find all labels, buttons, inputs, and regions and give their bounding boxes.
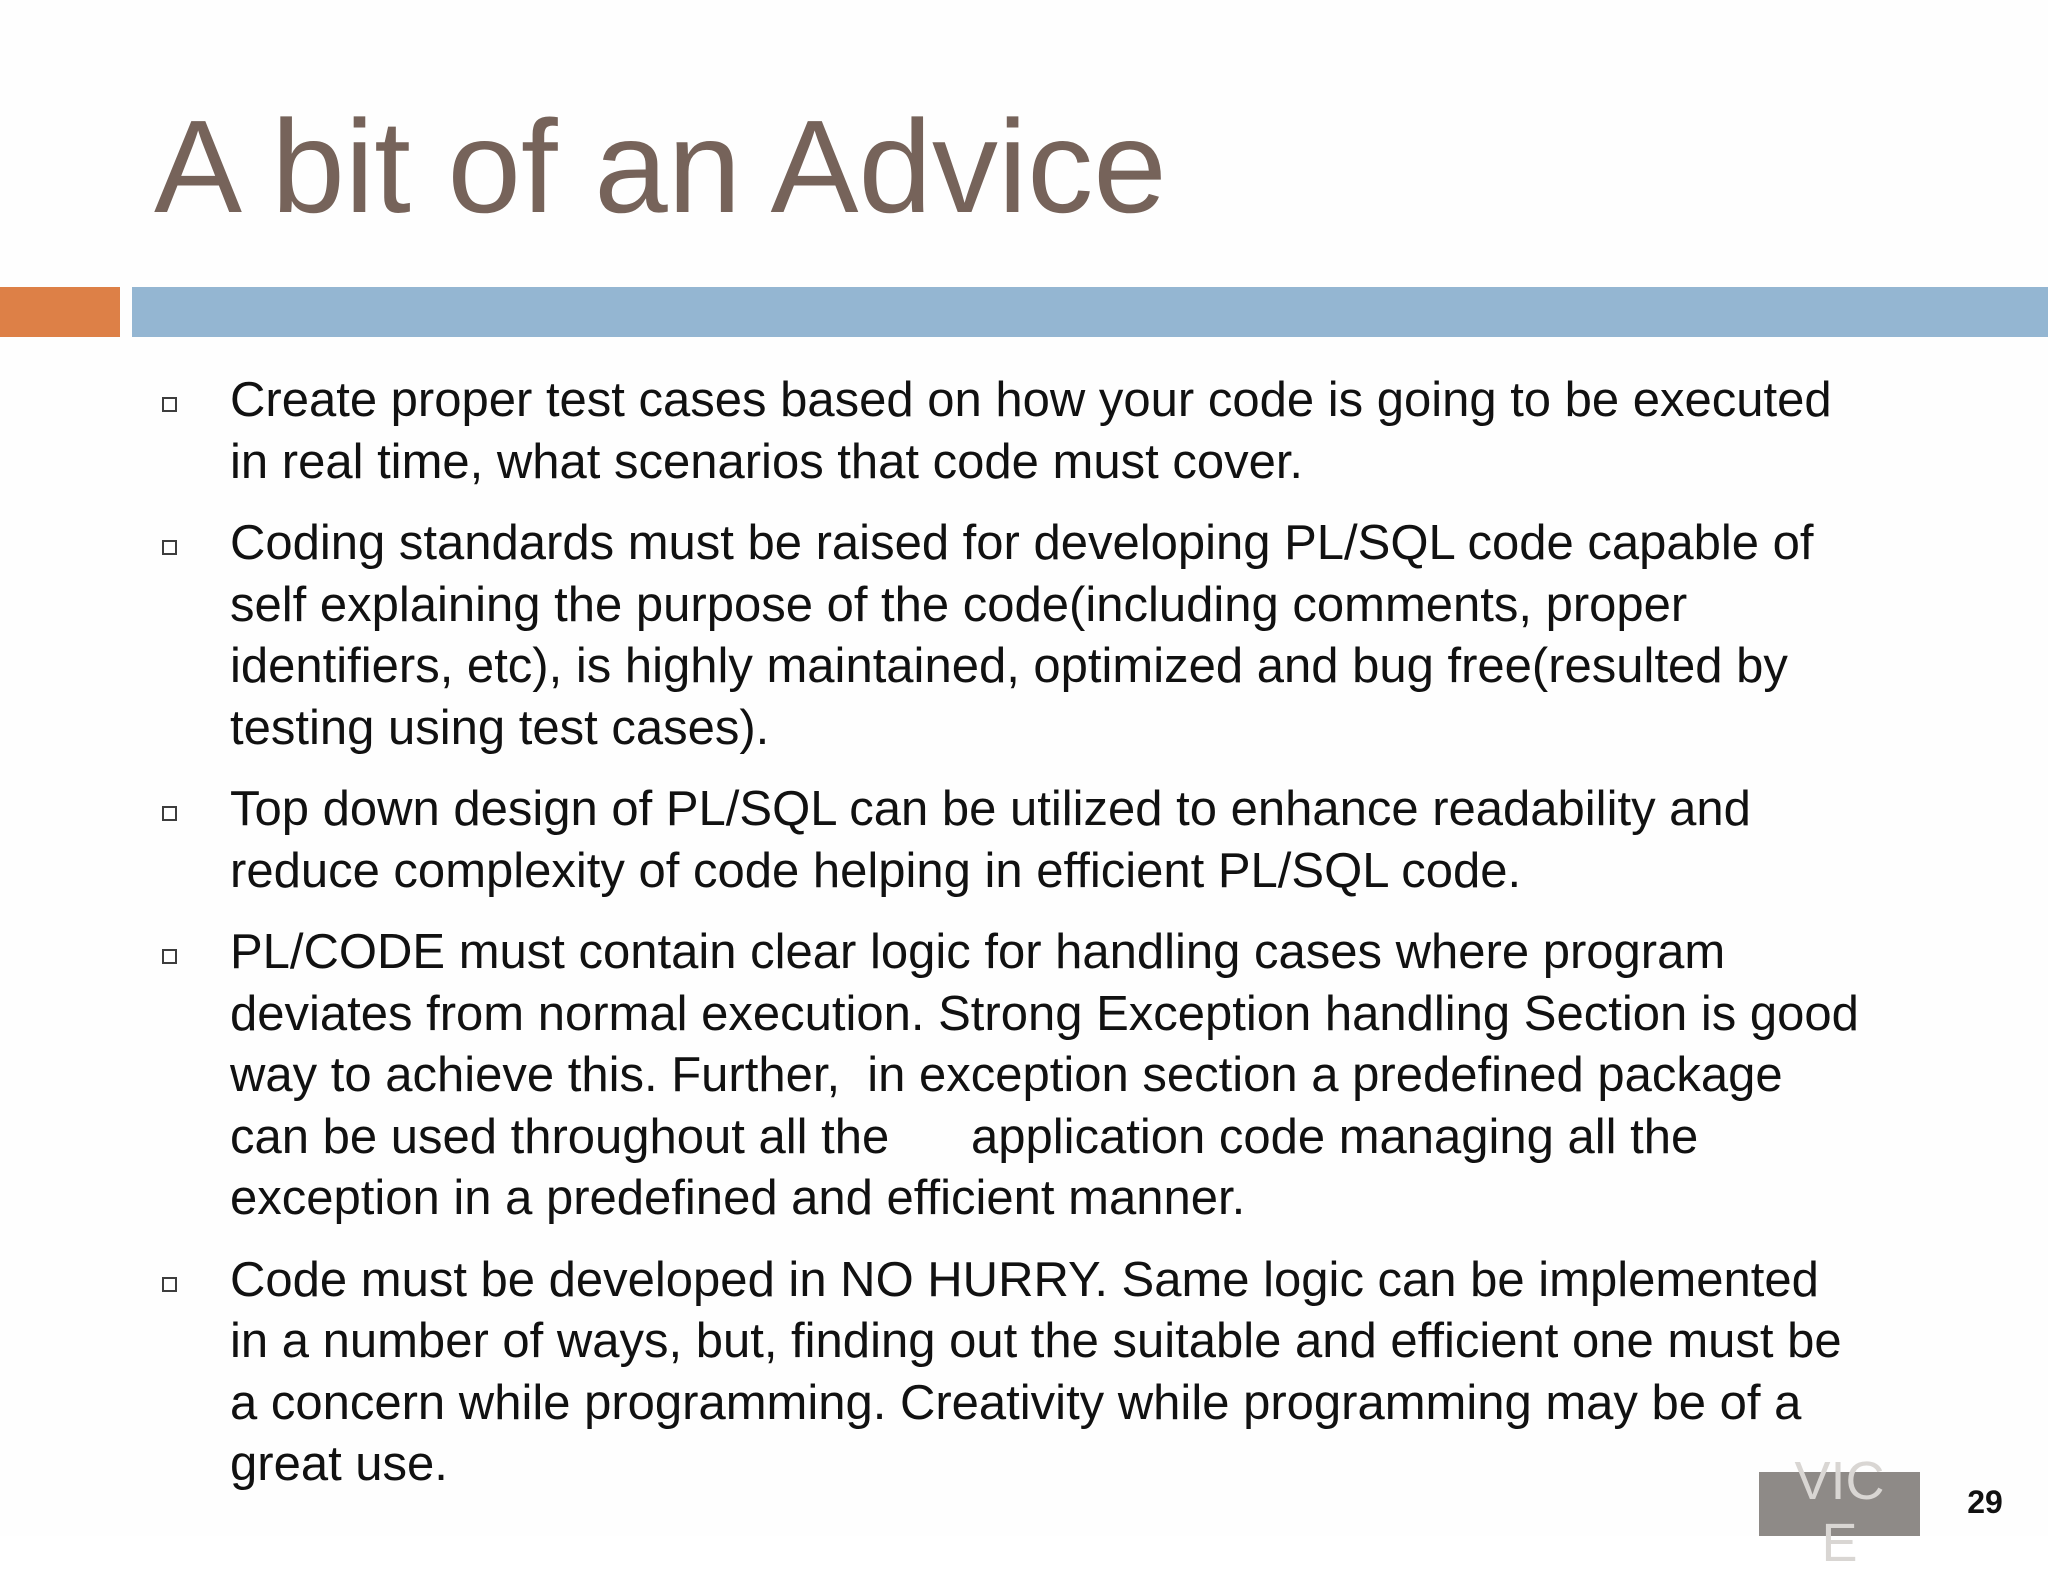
page-number: 29	[1967, 1484, 2003, 1520]
footer-label-text: VIC E	[1794, 1451, 1885, 1573]
hollow-square-bullet-icon	[162, 1277, 177, 1292]
hollow-square-bullet-icon	[162, 397, 177, 412]
bullet-list	[0, 370, 2048, 1516]
bullet-item	[0, 1250, 2048, 1496]
bullet-text: Code must be developed in NO HURRY. Same logic can be implemented in a number of ways, but, finding out the suitable and efficient one must be a concern while programming. Creativity while programming may be of a great use.	[230, 1252, 1842, 1491]
slide-title: A bit of an Advice	[154, 93, 1167, 240]
title-accent-bar-blue	[132, 287, 2048, 337]
bullet-item	[0, 370, 2048, 493]
footer-label-box	[1759, 1451, 1920, 1573]
bullet-text: Create proper test cases based on how your code is going to be executed in real time, what scenarios that code must cover.	[230, 373, 1832, 489]
hollow-square-bullet-icon	[162, 949, 177, 964]
bullet-text: Top down design of PL/SQL can be utilized to enhance readability and reduce complexity of code helping in efficient PL/SQL code.	[230, 782, 1751, 898]
bullet-item	[0, 779, 2048, 902]
bullet-item	[0, 513, 2048, 759]
bullet-item	[0, 922, 2048, 1230]
title-accent-bar-orange	[0, 287, 120, 337]
hollow-square-bullet-icon	[162, 540, 177, 555]
bullet-text: Coding standards must be raised for developing PL/SQL code capable of self explaining the purpose of the code(including comments, proper identifiers, etc), is highly maintained, optimized and bug free(resulted by testing using test cases).	[230, 516, 1814, 755]
hollow-square-bullet-icon	[162, 806, 177, 821]
bullet-text: PL/CODE must contain clear logic for handling cases where program deviates from normal execution. Strong Exception handling Section is good way to achieve this. Further, in exception section a predefined package can be used throughout all the application code managing all the exception in a predefined and efficient manner.	[230, 925, 1859, 1225]
